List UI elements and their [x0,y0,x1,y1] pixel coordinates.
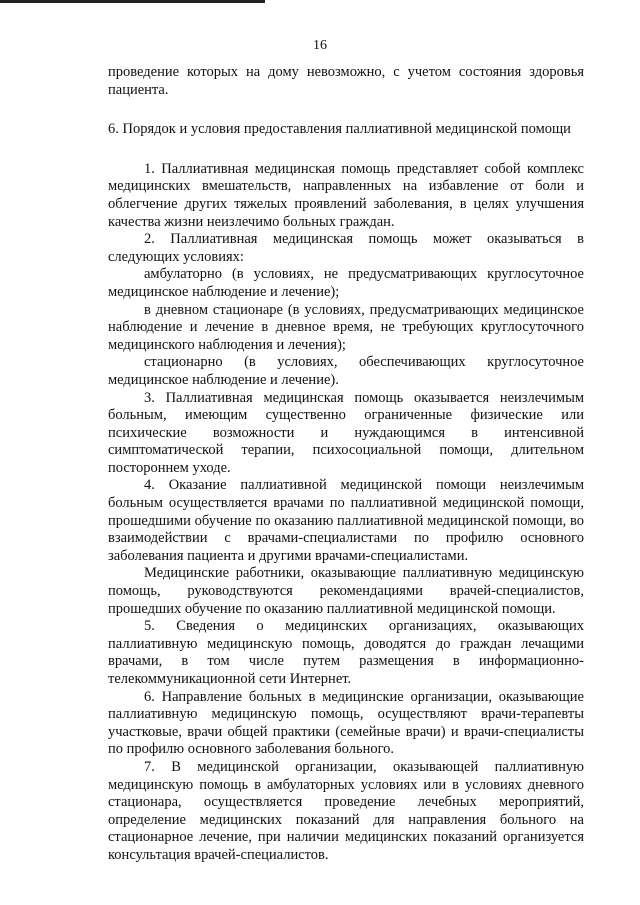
paragraph-3: 3. Паллиативная медицинская помощь оказывается неизлечимым больным, имеющим существенно ограниченные физические или психические возможности и нуждающимся в интенсивной симптоматической терапии, психосоциальной помощи, длительном постороннем уходе. [108,389,584,476]
paragraph-7: 7. В медицинской организации, оказывающей паллиативную медицинскую помощь в амбулаторных условиях или в условиях дневного стационара, осуществляется проведение лечебных мероприятий, определение медицинских показаний для направления больного на стационарное лечение, при наличии медицинских показаний организуется консультация врачей-специалистов. [108,758,584,863]
top-rule [0,0,265,3]
section-heading: 6. Порядок и условия предоставления паллиативной медицинской помощи [108,121,571,138]
document-body [108,64,584,865]
paragraph-2-ambulatory: амбулаторно (в условиях, не предусматривающих круглосуточное медицинское наблюдение и лечение); [108,266,584,300]
paragraph-4-staff: Медицинские работники, оказывающие паллиативную медицинскую помощь, руководствуются рекомендациями врачей-специалистов, прошедших обучение по оказанию паллиативной медицинской помощи. [108,565,584,617]
paragraph-6: 6. Направление больных в медицинские организации, оказывающие паллиативную медицинскую помощь, осуществляют врачи-терапевты участковые, врачи общей практики (семейные врачи) и врачи-специалисты по профилю основного заболевания больного. [108,688,584,758]
paragraph-2: 2. Паллиативная медицинская помощь может оказываться в следующих условиях: [108,231,584,265]
page-number: 16 [313,38,327,53]
paragraph-2-day-hospital: в дневном стационаре (в условиях, предусматривающих медицинское наблюдение и лечение в дневное время, не требующих круглосуточного медицинского наблюдения и лечения); [108,301,584,353]
paragraph-4: 4. Оказание паллиативной медицинской помощи неизлечимым больным осуществляется врачами по паллиативной медицинской помощи, прошедшими обучение по оказанию паллиативной медицинской помощи, во взаимодействии с врачами-специалистами по профилю основного заболевания пациента и другими врачами-специалистами. [108,477,584,564]
paragraph-5: 5. Сведения о медицинских организациях, оказывающих паллиативную медицинскую помощь, доводятся до граждан лечащими врачами, в том числе путем размещения в информационно-телекоммуникационной сети Интернет. [108,618,584,687]
paragraph-2-inpatient: стационарно (в условиях, обеспечивающих круглосуточное медицинское наблюдение и лечение). [108,354,584,388]
intro-paragraph: проведение которых на дому невозможно, с учетом состояния здоровья пациента. [108,64,584,98]
paragraph-1: 1. Паллиативная медицинская помощь представляет собой комплекс медицинских вмешательств, направленных на избавление от боли и облегчение других тяжелых проявлений заболевания, в целях улучшения качества жизни неизлечимо больных граждан. [108,160,584,230]
